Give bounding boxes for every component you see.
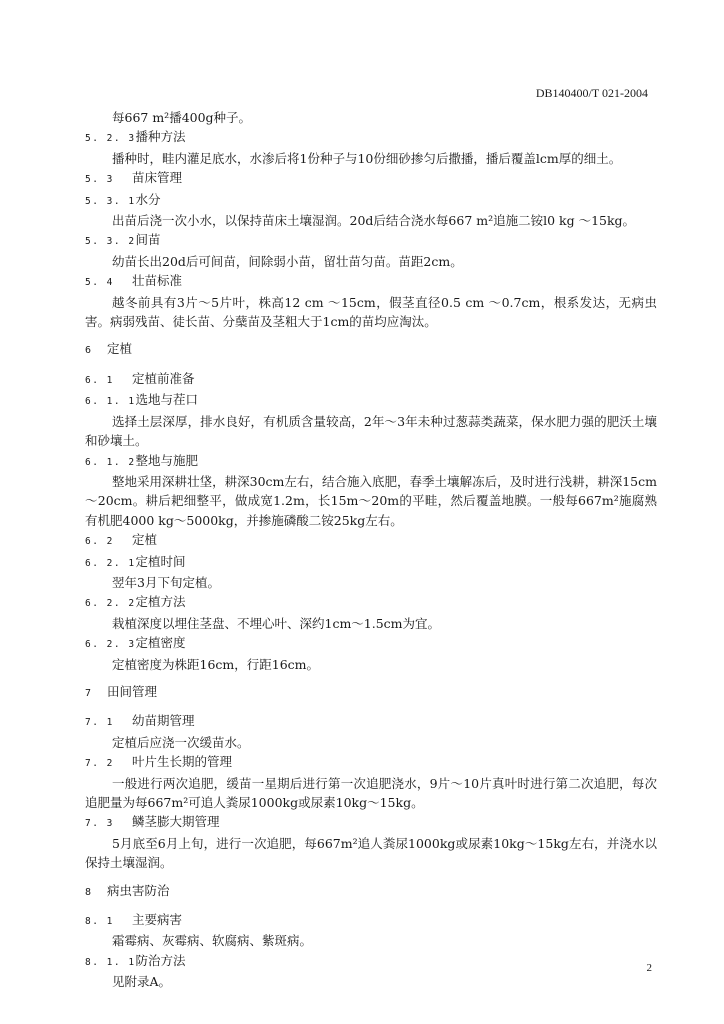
paragraph: 幼苗长出20d后可间苗，间除弱小苗，留壮苗匀苗。苗距2cm。 (112, 253, 463, 269)
section-heading (85, 633, 657, 654)
paragraph: 定植密度为株距16cm，行距16cm。 (112, 656, 320, 672)
section-heading (85, 592, 657, 613)
section-heading (85, 230, 657, 251)
section-heading (85, 390, 657, 411)
section-title: 壮苗标准 (132, 273, 183, 289)
section-heading (85, 271, 657, 292)
section-number: 8. 1. 1 (85, 956, 136, 968)
section-title: 防治方法 (135, 952, 186, 968)
section-heading (85, 951, 657, 972)
section-heading (85, 369, 657, 390)
section-title: 播种方法 (135, 129, 186, 145)
paragraph: 每667 m²播400g种子。 (112, 110, 252, 125)
chapter-number: 7 (85, 687, 92, 699)
section-title: 定植 (132, 532, 158, 548)
section-title: 鳞茎膨大期管理 (132, 814, 220, 830)
section-heading (85, 752, 657, 773)
section-heading (85, 530, 657, 551)
section-title: 叶片生长期的管理 (132, 754, 233, 770)
section-title: 定植时间 (135, 553, 186, 569)
paragraph: 越冬前具有3片～5片叶，株高12 cm ～15cm，假茎直径0.5 cm ～0.7cm，根系发达，无病虫害。病弱残苗、徒长苗、分蘖苗及茎粗大于1cm的苗均应淘汰。 (85, 294, 657, 330)
document-body (85, 108, 657, 992)
section-title: 水分 (135, 191, 161, 207)
section-heading (85, 910, 657, 931)
section-title: 间苗 (135, 232, 161, 248)
chapter-heading (85, 682, 657, 703)
section-heading (85, 168, 657, 189)
section-heading (85, 711, 657, 732)
section-number: 5. 3. 2 (85, 236, 136, 248)
paragraph: 翌年3月下旬定植。 (112, 574, 220, 590)
paragraph: 整地采用深耕壮垡，耕深30cm左右，结合施入底肥，春季土壤解冻后，及时进行浅耕，耕深15cm～20cm。耕后耙细整平，做成宽1.2m，长15m～20m的平畦，然后覆盖地膜。一般每667m²施腐熟有机肥4000 kg～5000kg，并掺施磷酸二铵25kg左右。 (85, 473, 657, 528)
section-heading (85, 552, 657, 573)
paragraph: 定植后应浇一次缓苗水。 (112, 734, 250, 750)
section-title: 定植密度 (135, 635, 186, 651)
section-number: 7. 1 (85, 717, 114, 729)
section-number: 6. 2 (85, 536, 114, 548)
paragraph: 霜霉病、灰霉病、软腐病、紫斑病。 (112, 933, 313, 949)
section-title: 整地与施肥 (135, 452, 199, 468)
chapter-heading (85, 339, 657, 360)
page-number: 2 (646, 962, 652, 974)
section-heading (85, 190, 657, 211)
chapter-title: 病虫害防治 (107, 882, 170, 898)
section-number: 5. 3 (85, 174, 114, 186)
section-heading (85, 127, 657, 148)
section-heading (85, 812, 657, 833)
section-number: 5. 4 (85, 277, 114, 289)
section-number: 5. 3. 1 (85, 195, 136, 207)
section-number: 8. 1 (85, 916, 114, 928)
section-number: 6. 1. 2 (85, 456, 136, 468)
section-title: 主要病害 (132, 912, 183, 928)
section-number: 6. 1 (85, 374, 114, 386)
paragraph: 一般进行两次追肥，缓苗一星期后进行第一次追肥浇水，9片～10片真叶时进行第二次追肥，每次追肥量为每667m²可追人粪尿1000kg或尿素10kg～15kg。 (85, 775, 657, 810)
section-number: 6. 2. 2 (85, 598, 136, 610)
paragraph: 见附录A。 (112, 974, 172, 990)
section-title: 定植方法 (135, 594, 186, 610)
paragraph: 5月底至6月上旬，进行一次追肥，每667m²追人粪尿1000kg或尿素10kg～15kg左右，并浇水以保持土壤湿润。 (85, 835, 657, 871)
chapter-number: 8 (85, 886, 92, 898)
section-number: 6. 1. 1 (85, 396, 136, 408)
section-number: 6. 2. 3 (85, 639, 136, 651)
section-title: 选地与茬口 (135, 392, 199, 408)
paragraph: 选择土层深厚，排水良好，有机质含量较高，2年～3年未种过葱蒜类蔬菜，保水肥力强的肥沃土壤和砂壤土。 (85, 413, 657, 449)
section-heading (85, 451, 657, 472)
document-id: DB140400/T 021-2004 (535, 86, 648, 100)
chapter-number: 6 (85, 345, 92, 357)
chapter-heading (85, 881, 657, 902)
paragraph: 栽植深度以埋住茎盘、不埋心叶、深约1cm～1.5cm为宜。 (112, 615, 441, 631)
section-number: 5. 2. 3 (85, 133, 136, 145)
section-title: 定植前准备 (132, 370, 195, 386)
chapter-title: 田间管理 (107, 683, 158, 699)
section-title: 幼苗期管理 (132, 713, 195, 729)
paragraph: 出苗后浇一次小水，以保持苗床土壤湿润。20d后结合浇水每667 m²追施二铵l0 kg ～15kg。 (112, 213, 636, 229)
section-number: 6. 2. 1 (85, 557, 136, 569)
section-number: 7. 2 (85, 758, 114, 770)
section-title: 苗床管理 (132, 170, 183, 186)
section-number: 7. 3 (85, 818, 114, 830)
chapter-title: 定植 (107, 341, 133, 357)
paragraph: 播种时，畦内灌足底水，水渗后将1份种子与10份细砂掺匀后撒播，播后覆盖lcm厚的细土。 (112, 150, 622, 166)
